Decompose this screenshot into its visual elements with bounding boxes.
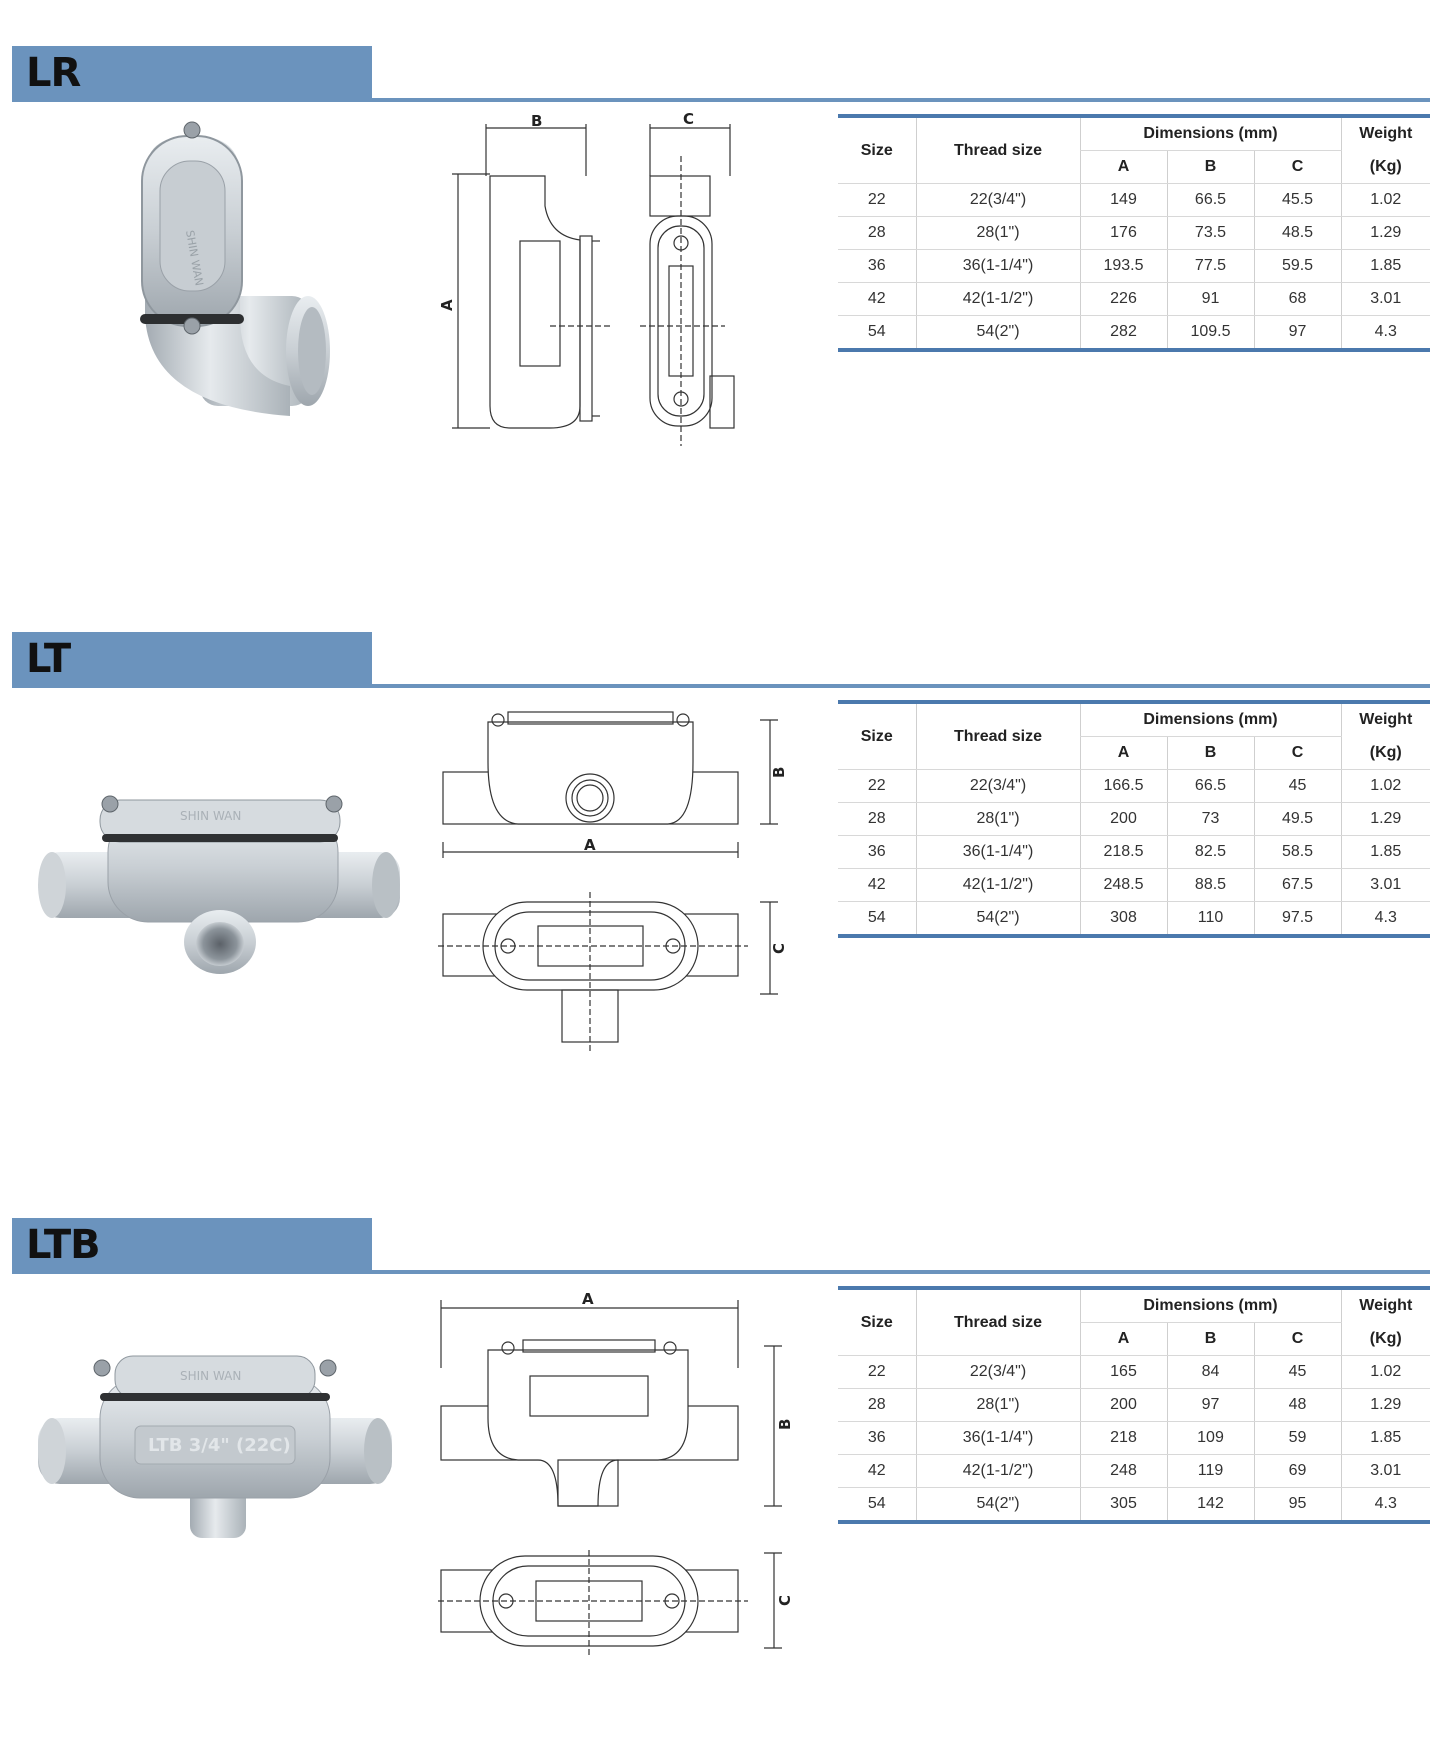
dimension-label-a: A [582,1290,594,1308]
header-dim-c: C [1254,151,1341,184]
dimension-label-c: C [683,110,695,128]
svg-text:SHIN WAN: SHIN WAN [183,229,206,287]
cell-weight: 3.01 [1341,1455,1430,1488]
cell-dim-c: 67.5 [1254,869,1341,902]
header-size: Size [838,1288,916,1356]
table-row [838,1455,1430,1488]
cell-dim-b: 66.5 [1167,770,1254,803]
cell-thread-size: 28(1") [916,803,1080,836]
header-weight: Weight [1341,1288,1430,1323]
cell-thread-size: 42(1-1/2") [916,869,1080,902]
cell-dim-b: 109 [1167,1422,1254,1455]
cell-weight: 3.01 [1341,869,1430,902]
cell-size: 36 [838,836,916,869]
svg-text:SHIN WAN: SHIN WAN [180,809,242,823]
cell-dim-c: 68 [1254,283,1341,316]
svg-text:LTB 3/4" (22C): LTB 3/4" (22C) [148,1435,291,1456]
cell-dim-c: 69 [1254,1455,1341,1488]
cell-weight: 3.01 [1341,283,1430,316]
cell-weight: 1.29 [1341,803,1430,836]
dimension-label-b: B [770,766,788,778]
table-row [838,836,1430,869]
cell-dim-a: 200 [1080,803,1167,836]
table-row [838,869,1430,902]
cell-size: 54 [838,902,916,937]
cell-thread-size: 22(3/4") [916,1356,1080,1389]
header-dim-c: C [1254,1323,1341,1356]
cell-weight: 1.02 [1341,1356,1430,1389]
cell-dim-a: 248 [1080,1455,1167,1488]
table-row [838,184,1430,217]
cell-size: 22 [838,184,916,217]
cell-thread-size: 22(3/4") [916,184,1080,217]
technical-drawing-ltb [438,1288,798,1728]
header-dim-a: A [1080,151,1167,184]
cell-dim-b: 73 [1167,803,1254,836]
cell-weight: 1.02 [1341,770,1430,803]
cell-dim-b: 142 [1167,1488,1254,1523]
technical-drawing-lt [438,702,798,1092]
dimension-label-c: C [776,1594,794,1606]
cell-thread-size: 28(1") [916,1389,1080,1422]
cell-dim-c: 58.5 [1254,836,1341,869]
cell-dim-a: 248.5 [1080,869,1167,902]
product-photo-ltb [30,1338,400,1548]
cell-dim-a: 282 [1080,316,1167,351]
header-size: Size [838,702,916,770]
cell-size: 36 [838,1422,916,1455]
header-thread-size: Thread size [916,702,1080,770]
dimension-label-a: A [584,836,596,854]
cell-dim-b: 77.5 [1167,250,1254,283]
cell-size: 54 [838,316,916,351]
cell-dim-b: 110 [1167,902,1254,937]
section-lt [0,632,1440,1172]
table-row [838,1389,1430,1422]
cell-thread-size: 22(3/4") [916,770,1080,803]
cell-weight: 1.85 [1341,250,1430,283]
cell-dim-a: 166.5 [1080,770,1167,803]
cell-dim-a: 308 [1080,902,1167,937]
header-dim-a: A [1080,737,1167,770]
header-size: Size [838,116,916,184]
cell-dim-a: 165 [1080,1356,1167,1389]
dimension-label-c: C [770,942,788,954]
cell-thread-size: 28(1") [916,217,1080,250]
header-dim-b: B [1167,151,1254,184]
section-header-bar [12,46,372,100]
cell-dim-b: 119 [1167,1455,1254,1488]
cell-dim-c: 45.5 [1254,184,1341,217]
spec-table-lt [838,700,1430,938]
cell-dim-b: 84 [1167,1356,1254,1389]
cell-dim-a: 176 [1080,217,1167,250]
cell-weight: 1.29 [1341,217,1430,250]
table-row [838,770,1430,803]
spec-table-ltb [838,1286,1430,1524]
technical-drawing-lr [438,110,740,516]
header-weight-unit: (Kg) [1341,737,1430,770]
header-dim-c: C [1254,737,1341,770]
dimension-label-b: B [776,1418,794,1430]
cell-thread-size: 36(1-1/4") [916,250,1080,283]
cell-thread-size: 54(2") [916,1488,1080,1523]
cell-dim-c: 49.5 [1254,803,1341,836]
cell-dim-c: 45 [1254,770,1341,803]
section-header-bar [12,632,372,686]
table-row [838,316,1430,351]
section-title: LT [26,636,71,682]
cell-weight: 4.3 [1341,902,1430,937]
spec-table-lr [838,114,1430,352]
cell-dim-c: 95 [1254,1488,1341,1523]
cell-size: 36 [838,250,916,283]
header-weight-unit: (Kg) [1341,151,1430,184]
cell-size: 42 [838,283,916,316]
cell-dim-a: 149 [1080,184,1167,217]
cell-dim-b: 82.5 [1167,836,1254,869]
cell-weight: 1.85 [1341,836,1430,869]
table-row [838,1488,1430,1523]
section-title: LR [26,50,81,96]
header-dimensions: Dimensions (mm) [1080,116,1341,151]
cell-size: 42 [838,869,916,902]
cell-dim-c: 48 [1254,1389,1341,1422]
svg-text:SHIN WAN: SHIN WAN [180,1369,242,1383]
dimension-label-a: A [438,299,456,311]
cell-dim-a: 218 [1080,1422,1167,1455]
cell-dim-b: 97 [1167,1389,1254,1422]
section-header-bar [12,1218,372,1272]
cell-dim-c: 59 [1254,1422,1341,1455]
product-photo-lr [130,116,350,426]
cell-size: 22 [838,1356,916,1389]
cell-dim-b: 91 [1167,283,1254,316]
cell-thread-size: 42(1-1/2") [916,283,1080,316]
cell-dim-c: 97.5 [1254,902,1341,937]
table-row [838,1356,1430,1389]
cell-dim-b: 66.5 [1167,184,1254,217]
header-weight-unit: (Kg) [1341,1323,1430,1356]
dimension-label-b: B [531,112,543,130]
cell-dim-c: 45 [1254,1356,1341,1389]
cell-dim-a: 226 [1080,283,1167,316]
header-dim-b: B [1167,1323,1254,1356]
header-dimensions: Dimensions (mm) [1080,1288,1341,1323]
cell-dim-b: 73.5 [1167,217,1254,250]
header-dim-a: A [1080,1323,1167,1356]
cell-dim-c: 59.5 [1254,250,1341,283]
cell-weight: 4.3 [1341,1488,1430,1523]
cell-size: 22 [838,770,916,803]
header-thread-size: Thread size [916,1288,1080,1356]
cell-weight: 4.3 [1341,316,1430,351]
cell-dim-a: 193.5 [1080,250,1167,283]
header-dimensions: Dimensions (mm) [1080,702,1341,737]
table-row [838,250,1430,283]
table-row [838,217,1430,250]
cell-dim-a: 218.5 [1080,836,1167,869]
section-ltb [0,1218,1440,1758]
cell-dim-c: 97 [1254,316,1341,351]
cell-dim-c: 48.5 [1254,217,1341,250]
cell-thread-size: 36(1-1/4") [916,1422,1080,1455]
cell-thread-size: 54(2") [916,902,1080,937]
cell-size: 28 [838,217,916,250]
table-row [838,1422,1430,1455]
header-weight: Weight [1341,116,1430,151]
table-row [838,803,1430,836]
table-row [838,283,1430,316]
product-photo-lt [30,782,410,982]
section-divider [12,1270,1430,1274]
section-divider [12,98,1430,102]
cell-thread-size: 42(1-1/2") [916,1455,1080,1488]
cell-dim-a: 200 [1080,1389,1167,1422]
cell-thread-size: 36(1-1/4") [916,836,1080,869]
section-divider [12,684,1430,688]
header-thread-size: Thread size [916,116,1080,184]
cell-weight: 1.02 [1341,184,1430,217]
header-dim-b: B [1167,737,1254,770]
table-row [838,902,1430,937]
cell-size: 54 [838,1488,916,1523]
cell-dim-a: 305 [1080,1488,1167,1523]
cell-weight: 1.29 [1341,1389,1430,1422]
cell-thread-size: 54(2") [916,316,1080,351]
cell-weight: 1.85 [1341,1422,1430,1455]
section-lr [0,46,1440,586]
cell-size: 28 [838,803,916,836]
header-weight: Weight [1341,702,1430,737]
cell-size: 28 [838,1389,916,1422]
section-title: LTB [26,1222,100,1268]
cell-dim-b: 109.5 [1167,316,1254,351]
cell-dim-b: 88.5 [1167,869,1254,902]
cell-size: 42 [838,1455,916,1488]
